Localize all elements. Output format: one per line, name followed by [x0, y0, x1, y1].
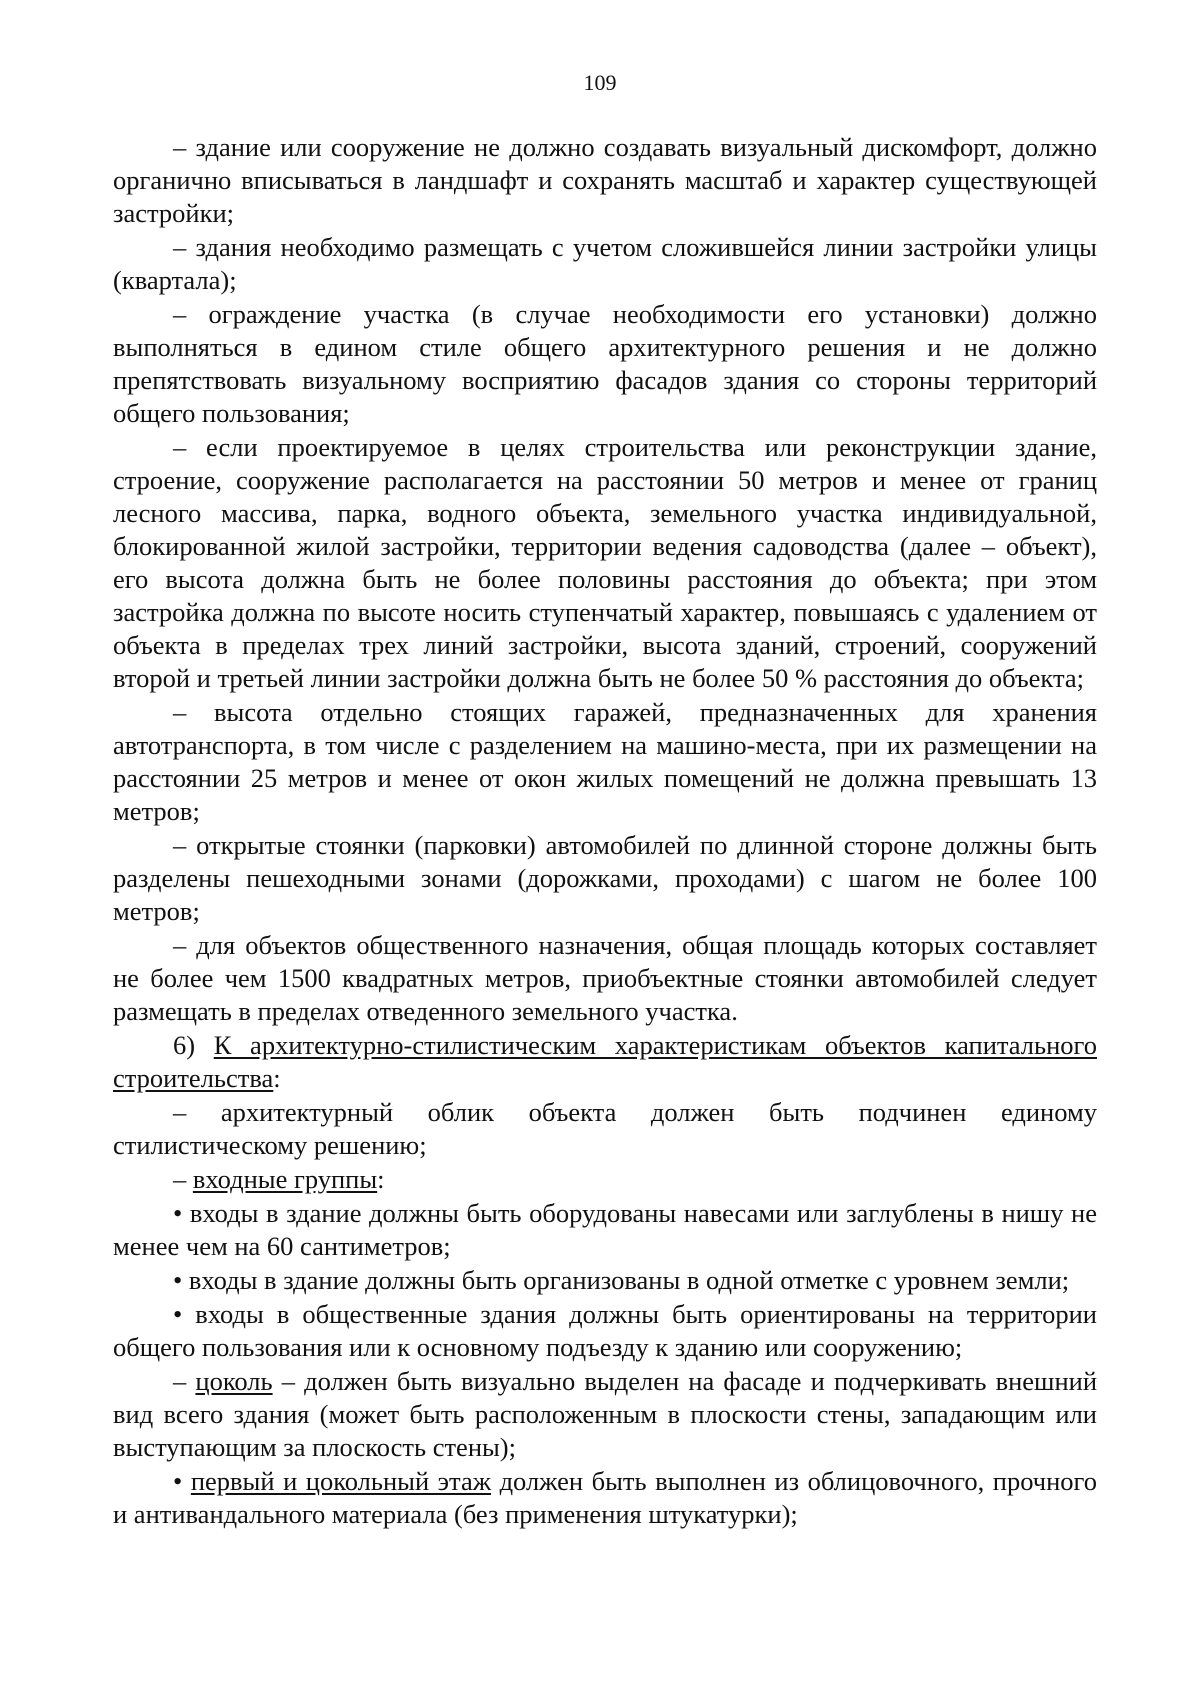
document-body [113, 131, 1097, 1532]
paragraph: – здание или сооружение не должно создавать визуальный дискомфорт, должно органично вписываться в ландшафт и сохранять масштаб и характер существующей застройки; [113, 132, 1097, 228]
paragraph: – здания необходимо размещать с учетом сложившейся линии застройки улицы (квартала); [113, 232, 1097, 295]
underlined-term: первый и цокольный этаж [190, 1466, 492, 1496]
dash-marker: – [173, 1164, 193, 1194]
bullet-item [113, 1465, 1097, 1531]
page-number: 109 [583, 70, 617, 95]
paragraph: – архитектурный облик объекта должен быть подчинен единому стилистическому решению; [113, 1097, 1097, 1160]
dash-marker: – [173, 1366, 196, 1396]
subheading-colon: : [377, 1164, 385, 1194]
paragraph: – если проектируемое в целях строительства или реконструкции здание, строение, сооружение располагается на расстоянии 50 метров и менее от границ лесного массива, парка, водного объекта, земельного участка индивидуальной, блокированной жилой застройки, территории ведения садоводства (далее – объект), его высота должна быть не более половины расстояния до объекта; при этом застройка должна по высоте носить ступенчатый характер, повышаясь с удалением от объекта в пределах трех линий застройки, высота зданий, строений, сооружений второй и третьей линии застройки должна быть не более 50 % расстояния до объекта; [113, 432, 1097, 693]
section-heading [113, 1029, 1097, 1095]
bullet-marker: • [173, 1466, 191, 1496]
section-title: К архитектурно-стилистическим характеристикам объектов капитального строительства [113, 1030, 1097, 1093]
bullet-item: • входы в здание должны быть организованы в одной отметке с уровнем земли; [173, 1265, 1070, 1295]
paragraph: – открытые стоянки (парковки) автомобилей по длинной стороне должны быть разделены пешеходными зонами (дорожками, проходами) с шагом не более 100 метров; [113, 830, 1097, 926]
subheading [113, 1163, 1097, 1196]
underlined-term: цоколь [195, 1366, 273, 1396]
paragraph: – высота отдельно стоящих гаражей, предназначенных для хранения автотранспорта, в том числе с разделением на машино-места, при их размещении на расстоянии 25 метров и менее от окон жилых помещений не должна превышать 13 метров; [113, 697, 1097, 826]
paragraph-text: должен быть выполнен из облицовочного, прочного и антивандального материала (без применения штукатурки); [113, 1466, 1098, 1529]
section-number: 6) [173, 1030, 214, 1060]
bullet-item: • входы в здание должны быть оборудованы навесами или заглублены в нишу не менее чем на 60 сантиметров; [113, 1198, 1097, 1261]
paragraph: – для объектов общественного назначения, общая площадь которых составляет не более чем 1500 квадратных метров, приобъектные стоянки автомобилей следует размещать в пределах отведенного земельного участка. [113, 930, 1097, 1026]
bullet-item: • входы в общественные здания должны быть ориентированы на территории общего пользования или к основному подъезду к зданию или сооружению; [113, 1299, 1097, 1362]
subheading-title: входные группы [192, 1164, 378, 1194]
paragraph: – ограждение участка (в случае необходимости его установки) должно выполняться в едином стиле общего архитектурного решения и не должно препятствовать визуальному восприятию фасадов здания со стороны территорий общего пользования; [113, 299, 1097, 428]
paragraph [113, 1365, 1097, 1464]
section-title-colon: : [273, 1063, 281, 1093]
paragraph-text: – должен быть визуально выделен на фасаде и подчеркивать внешний вид всего здания (может быть расположенным в плоскости стены, западающим или выступающим за плоскость стены); [113, 1366, 1097, 1462]
